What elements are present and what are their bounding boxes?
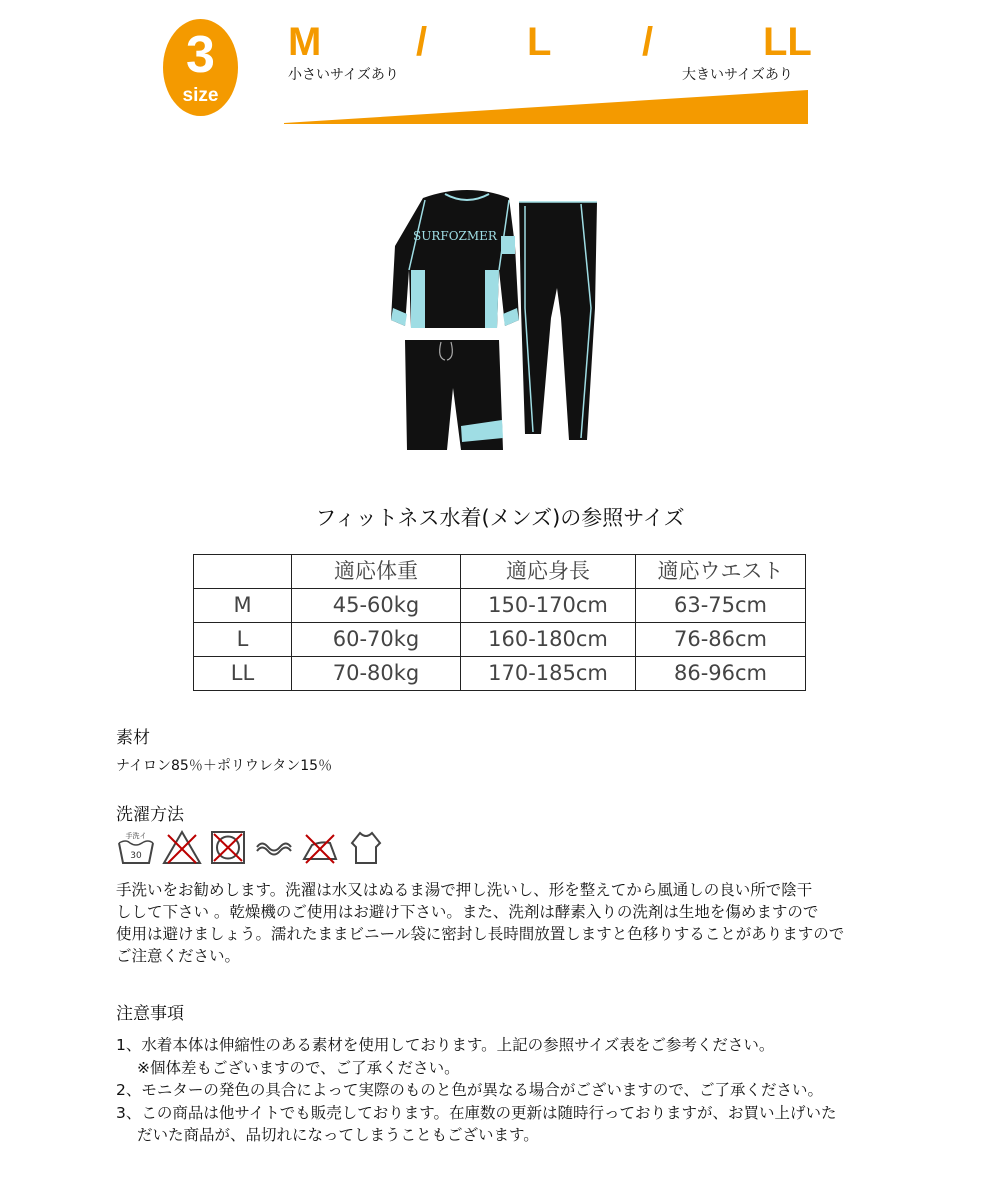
table-row [194, 657, 806, 691]
washing-heading: 洗濯方法 [116, 805, 184, 825]
table-cell: 86-96cm [636, 657, 806, 691]
size-label-ll: LL [763, 20, 812, 64]
table-row [194, 623, 806, 657]
table-header-cell [194, 555, 292, 589]
no-tumble-dry-icon [208, 829, 248, 866]
table-cell: 150-170cm [461, 589, 636, 623]
material-heading: 素材 [116, 728, 150, 748]
header-accent-wedge [284, 90, 808, 126]
size-count-badge [163, 19, 238, 116]
cautions-heading: 注意事項 [116, 1004, 184, 1024]
size-label-m: M [288, 20, 322, 64]
table-cell: 63-75cm [636, 589, 806, 623]
size-table-title: フィットネス水着(メンズ)の参照サイズ [315, 506, 685, 530]
table-cell: L [194, 623, 292, 657]
badge-unit: size [182, 85, 219, 106]
size-table [193, 554, 806, 691]
size-separator: / [642, 20, 654, 64]
material-text: ナイロン85％＋ポリウレタン15％ [116, 758, 333, 774]
long-leggings [519, 202, 597, 440]
text-line: しして下さい 。乾燥機のご使用はお避け下さい。また、洗剤は酵素入りの洗剤は生地を傷めますので [116, 903, 819, 921]
text-line: ご注意ください。 [116, 947, 241, 965]
text-line: 手洗いをお勧めします。洗濯は水又はぬるま湯で押し洗いし、形を整えてから風通しの良い所で陰干 [116, 881, 813, 899]
large-size-note: 大きいサイズあり [682, 67, 793, 83]
rash-guard-top [391, 190, 519, 328]
badge-number: 3 [186, 26, 215, 84]
table-cell: 160-180cm [461, 623, 636, 657]
list-item: 3、この商品は他サイトでも販売しております。在庫数の更新は随時行っておりますが、お買い上げいた [116, 1103, 837, 1122]
hang-dry-icon [346, 829, 386, 866]
table-header-cell: 適応ウエスト [636, 555, 806, 589]
size-label-l: L [527, 20, 552, 64]
table-cell: 170-185cm [461, 657, 636, 691]
size-separator: / [416, 20, 428, 64]
hand-wash-30-icon [116, 829, 156, 866]
table-cell: LL [194, 657, 292, 691]
no-wring-icon [254, 829, 294, 866]
brand-logo: SURFOZMER [413, 229, 497, 243]
swimsuit-set-image [385, 188, 605, 458]
list-item: 1、水着本体は伸縮性のある素材を使用しております。上記の参照サイズ表をご参考ください。 [116, 1036, 775, 1054]
table-row [194, 589, 806, 623]
no-iron-icon [300, 829, 340, 866]
table-cell: 70-80kg [292, 657, 461, 691]
cautions-list [116, 1034, 906, 1147]
table-cell: 45-60kg [292, 589, 461, 623]
washing-instructions [116, 879, 896, 967]
list-item: 2、モニターの発色の具合によって実際のものと色が異なる場合がございますので、ご了承ください。 [116, 1081, 824, 1099]
table-header-cell: 適応体重 [292, 555, 461, 589]
small-size-note: 小さいサイズあり [288, 67, 399, 83]
table-cell: 76-86cm [636, 623, 806, 657]
list-item: ※個体差もございますので、ご了承ください。 [137, 1058, 460, 1077]
list-item: だいた商品が、品切れになってしまうこともございます。 [137, 1126, 539, 1144]
table-cell: M [194, 589, 292, 623]
hand-wash-temp: 30 [130, 851, 142, 861]
no-bleach-icon [162, 829, 202, 866]
table-cell: 60-70kg [292, 623, 461, 657]
board-shorts [405, 340, 503, 450]
text-line: 使用は避けましょう。濡れたままビニール袋に密封し長時間放置しますと色移りすることがありますので [116, 925, 845, 943]
table-header-row [194, 555, 806, 589]
table-header-cell: 適応身長 [461, 555, 636, 589]
hand-wash-label: 手洗イ [125, 832, 147, 840]
